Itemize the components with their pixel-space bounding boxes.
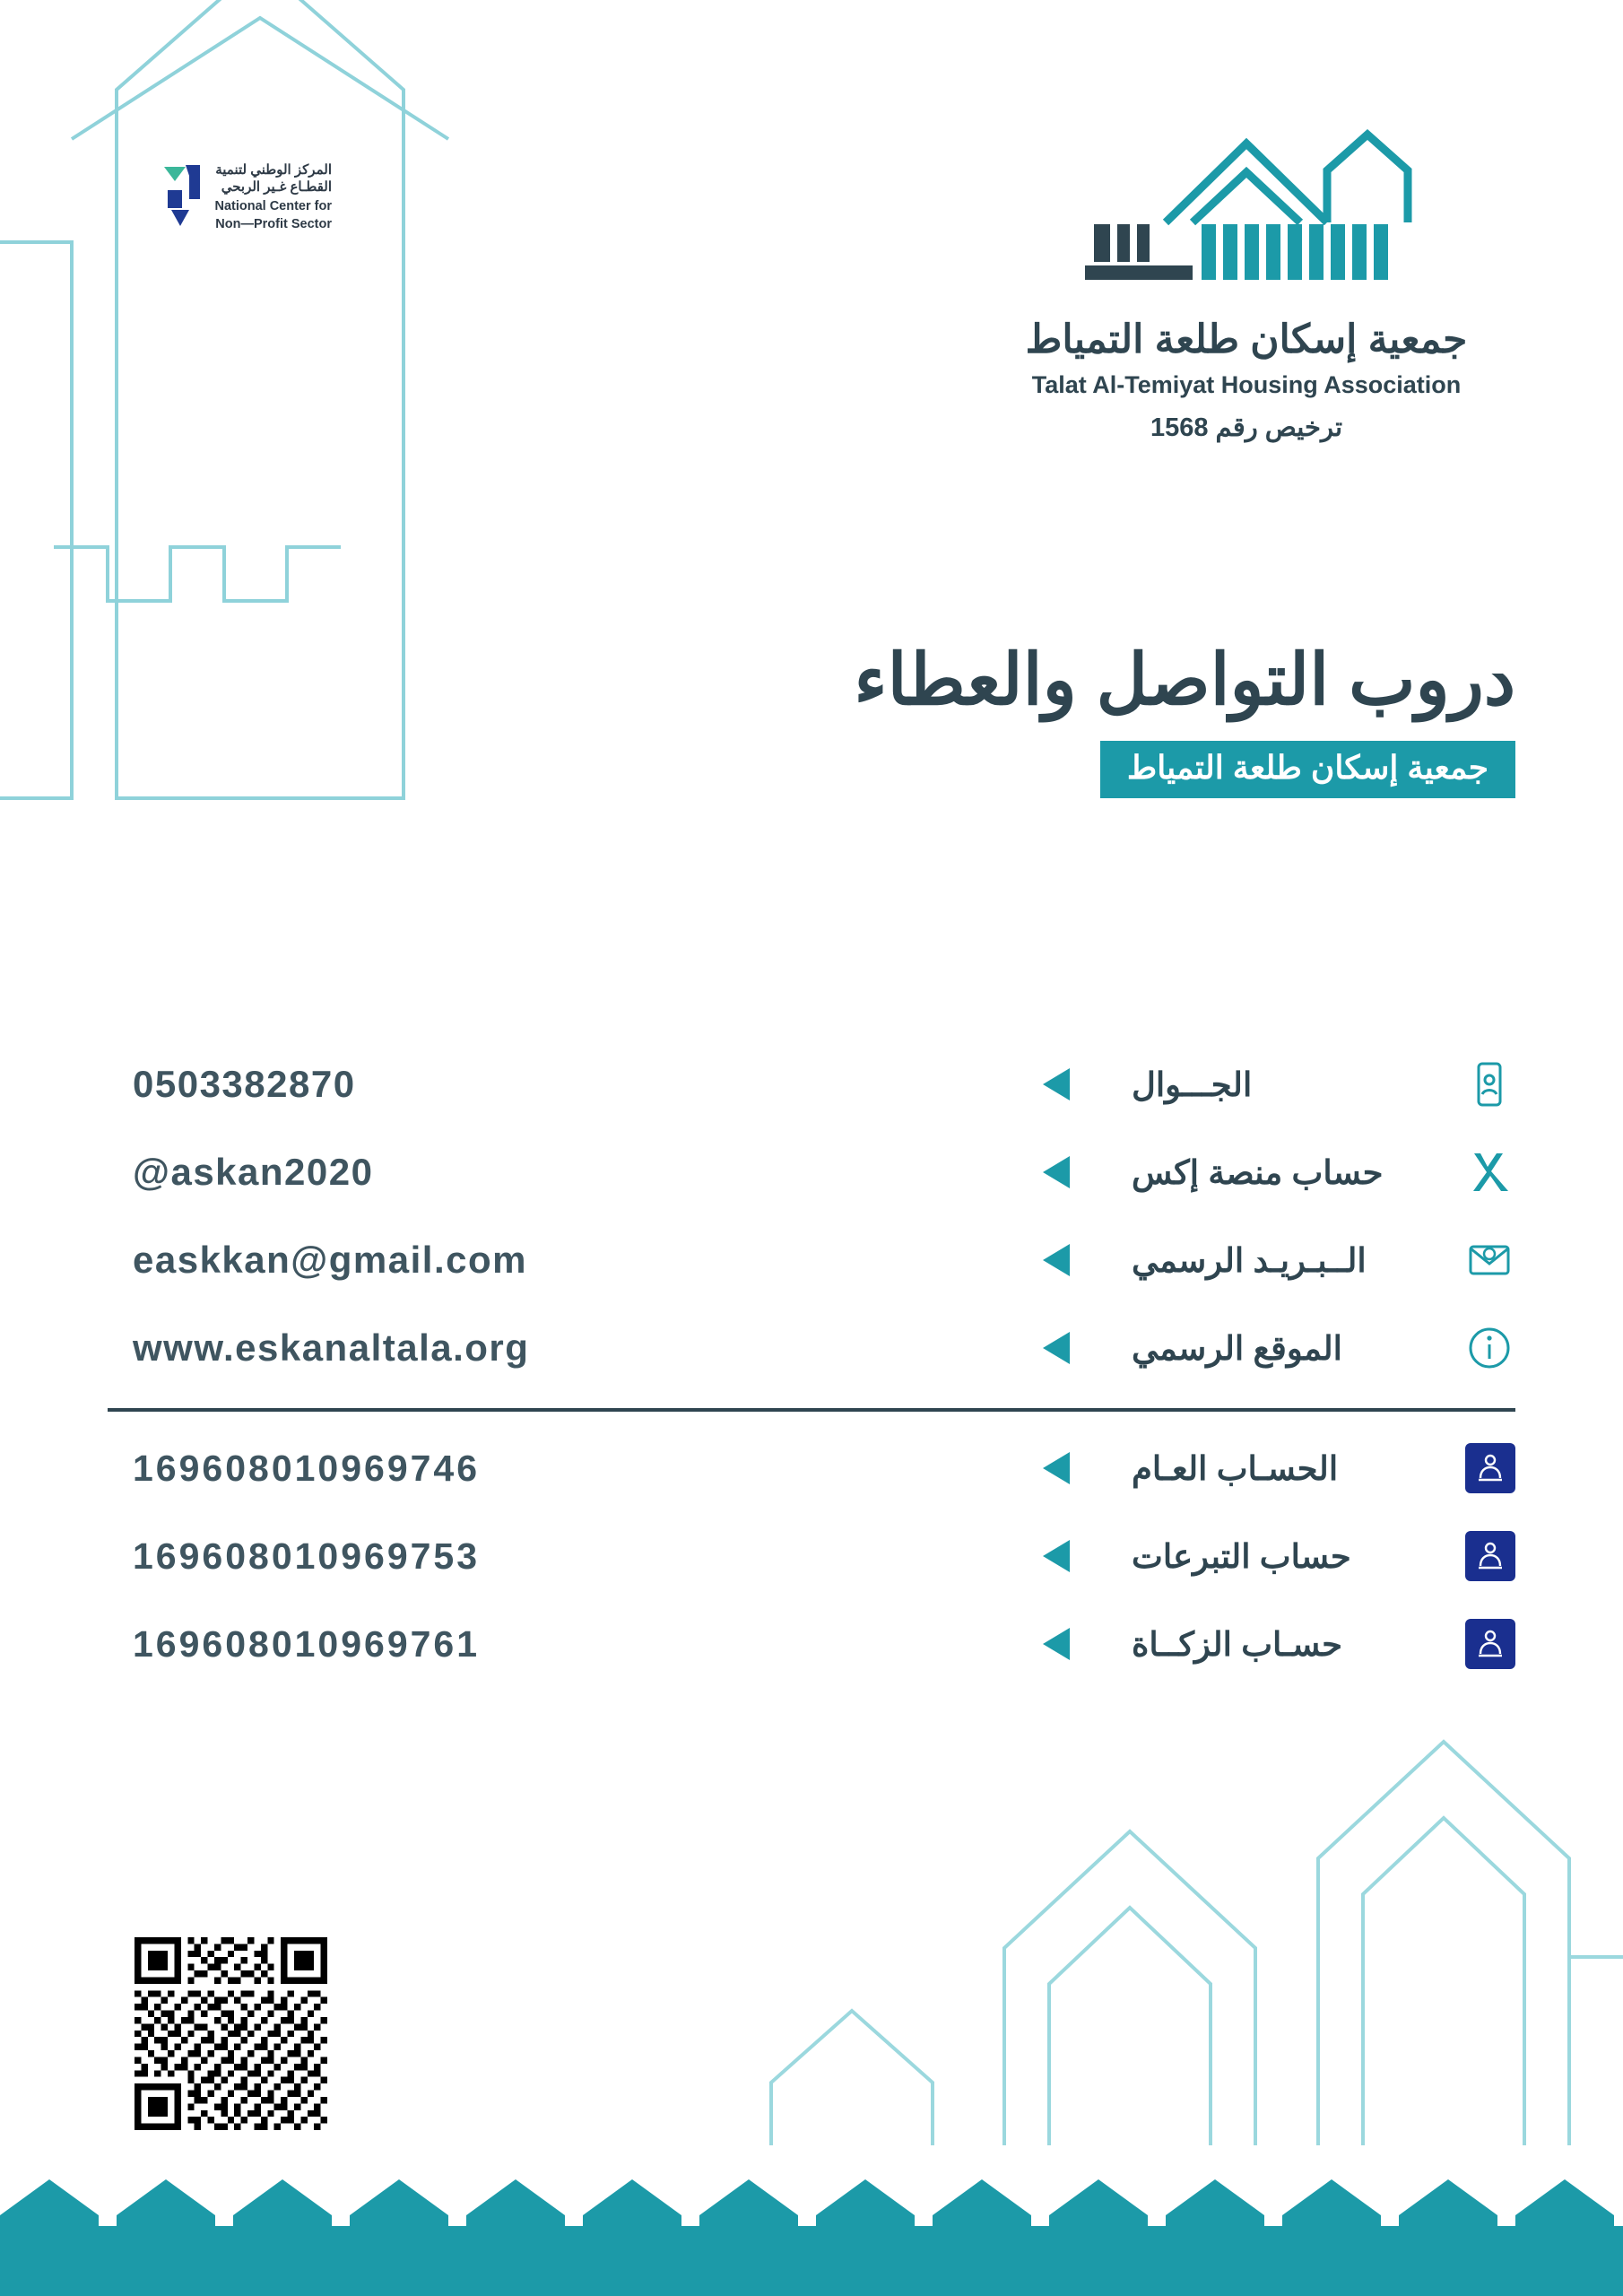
arrow-icon-cell	[988, 1536, 1123, 1576]
ncnp-logo-text	[214, 162, 332, 232]
arrow-icon-cell	[988, 1240, 1123, 1280]
ncnp-arabic-line-2: القطـاع غـير الربحي	[221, 178, 332, 195]
triangle-left-icon	[1037, 1065, 1073, 1104]
account-label: حسـاب الزكــاة	[1132, 1625, 1343, 1663]
ncnp-mark-icon	[159, 163, 205, 231]
info-website-icon	[1463, 1322, 1515, 1374]
association-mark-icon	[1058, 117, 1435, 309]
account-row-donations	[108, 1512, 1515, 1600]
contact-row-website	[108, 1304, 1515, 1392]
arrow-icon-cell	[988, 1328, 1123, 1368]
decorative-house-outline-bottom	[502, 1724, 1623, 2226]
contact-list	[108, 1040, 1515, 1688]
ncnp-logo	[99, 139, 332, 256]
mobile-phone-icon	[1463, 1058, 1515, 1110]
contact-label: الــبـريـد الرسمي	[1132, 1241, 1367, 1279]
contact-value-website[interactable]: www.eskanaltala.org	[133, 1326, 530, 1369]
association-name-english: Talat Al-Temiyat Housing Association	[1031, 371, 1462, 398]
arrow-icon-cell	[988, 1152, 1123, 1192]
association-logo	[977, 117, 1515, 443]
triangle-left-icon	[1037, 1328, 1073, 1368]
triangle-left-icon	[1037, 1152, 1073, 1192]
contact-icon-cell	[1419, 1322, 1515, 1374]
association-name-arabic: جمعية إسكان طلعة التمياط	[1025, 317, 1468, 361]
ncnp-arabic-line-1: المركز الوطني لتنمية	[215, 162, 332, 178]
account-icon-cell	[1419, 1531, 1515, 1581]
triangle-left-icon	[1037, 1536, 1073, 1576]
arrow-icon-cell	[988, 1065, 1123, 1104]
headline-block	[511, 641, 1515, 798]
bank-icon	[1465, 1619, 1515, 1669]
account-number-general[interactable]: 169608010969746	[133, 1447, 481, 1489]
contact-value-mobile[interactable]: 0503382870	[133, 1063, 356, 1105]
contact-value-x-handle[interactable]: @askan2020	[133, 1151, 374, 1193]
bank-icon	[1465, 1531, 1515, 1581]
bank-glyph-icon	[1473, 1451, 1507, 1485]
qr-code[interactable]	[135, 1937, 327, 2130]
contact-label: الموقع الرسمي	[1132, 1329, 1342, 1367]
triangle-left-icon	[1037, 1624, 1073, 1664]
triangle-left-icon	[1037, 1448, 1073, 1488]
contact-row-mobile	[108, 1040, 1515, 1128]
ncnp-english-line-1: National Center for	[214, 198, 332, 213]
arrow-icon-cell	[988, 1624, 1123, 1664]
bank-glyph-icon	[1473, 1539, 1507, 1573]
contact-value-email[interactable]: easkkan@gmail.com	[133, 1239, 527, 1281]
headline-title: دروب التواصل والعطاء	[854, 639, 1515, 719]
contact-row-x-platform	[108, 1128, 1515, 1216]
triangle-left-icon	[1037, 1240, 1073, 1280]
contact-icon-cell	[1419, 1058, 1515, 1110]
section-divider	[108, 1408, 1515, 1412]
account-icon-cell	[1419, 1619, 1515, 1669]
headline-badge: جمعية إسكان طلعة التمياط	[1100, 741, 1515, 798]
account-icon-cell	[1419, 1443, 1515, 1493]
contact-icon-cell	[1419, 1234, 1515, 1286]
decorative-house-outline-top-left	[0, 0, 520, 852]
contact-row-email	[108, 1216, 1515, 1304]
ncnp-english-line-2: Non—Profit Sector	[215, 216, 332, 231]
contact-label: حساب منصة إكس	[1132, 1153, 1384, 1191]
account-row-general	[108, 1424, 1515, 1512]
account-number-zakat[interactable]: 169608010969761	[133, 1622, 481, 1665]
arrow-icon-cell	[988, 1448, 1123, 1488]
license-number: ترخيص رقم 1568	[1150, 413, 1343, 442]
account-row-zakat	[108, 1600, 1515, 1688]
email-envelope-icon	[1463, 1234, 1515, 1286]
bank-icon	[1465, 1443, 1515, 1493]
contact-label: الجـــوال	[1132, 1065, 1253, 1103]
footer-band	[0, 2226, 1623, 2296]
bank-glyph-icon	[1473, 1627, 1507, 1661]
account-label: حساب التبرعات	[1132, 1537, 1351, 1575]
account-number-donations[interactable]: 169608010969753	[133, 1535, 481, 1577]
account-label: الحسـاب العـام	[1132, 1449, 1339, 1487]
contact-icon-cell	[1419, 1146, 1515, 1198]
x-platform-icon	[1463, 1146, 1515, 1198]
